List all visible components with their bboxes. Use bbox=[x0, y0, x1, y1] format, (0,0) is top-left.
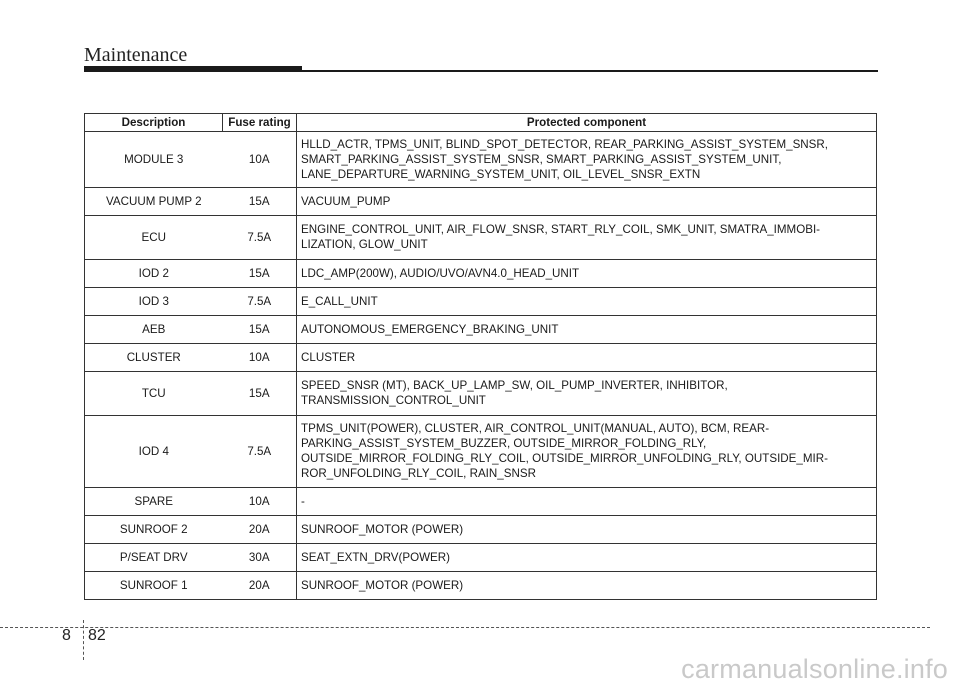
fuse-rating: 20A bbox=[223, 572, 297, 600]
table-row bbox=[85, 216, 877, 260]
protected-component: CLUSTER bbox=[297, 344, 877, 372]
footer-vertical-divider bbox=[83, 620, 84, 660]
fuse-description: IOD 2 bbox=[85, 260, 223, 288]
protected-component: VACUUM_PUMP bbox=[297, 188, 877, 216]
table-row bbox=[85, 260, 877, 288]
fuse-rating: 15A bbox=[223, 372, 297, 416]
protected-component: AUTONOMOUS_EMERGENCY_BRAKING_UNIT bbox=[297, 316, 877, 344]
fuse-rating: 7.5A bbox=[223, 288, 297, 316]
column-header-fuse-rating: Fuse rating bbox=[223, 114, 297, 132]
table-row bbox=[85, 544, 877, 572]
fuse-description: TCU bbox=[85, 372, 223, 416]
fuse-description: ECU bbox=[85, 216, 223, 260]
protected-component: E_CALL_UNIT bbox=[297, 288, 877, 316]
fuse-description: MODULE 3 bbox=[85, 132, 223, 188]
section-number: 8 bbox=[62, 627, 71, 644]
table-row bbox=[85, 344, 877, 372]
fuse-rating: 15A bbox=[223, 188, 297, 216]
protected-component: SUNROOF_MOTOR (POWER) bbox=[297, 516, 877, 544]
column-header-protected-component: Protected component bbox=[297, 114, 877, 132]
fuse-description: VACUUM PUMP 2 bbox=[85, 188, 223, 216]
fuse-rating: 7.5A bbox=[223, 216, 297, 260]
protected-component: HLLD_ACTR, TPMS_UNIT, BLIND_SPOT_DETECTOR, REAR_PARKING_ASSIST_SYSTEM_SNSR, SMART_PARKING_ASSIST_SYSTEM_SNSR, SMART_PARKING_ASSIST_SYSTEM_UNIT, LANE_DEPARTURE_WARNING_SYSTEM_UNIT, OIL_LEVEL_SNSR_EXTN bbox=[297, 132, 877, 188]
fuse-description: CLUSTER bbox=[85, 344, 223, 372]
fuse-rating: 7.5A bbox=[223, 416, 297, 488]
fuse-description: SPARE bbox=[85, 488, 223, 516]
column-header-description: Description bbox=[85, 114, 223, 132]
fuse-description: IOD 4 bbox=[85, 416, 223, 488]
table-row bbox=[85, 416, 877, 488]
protected-component: TPMS_UNIT(POWER), CLUSTER, AIR_CONTROL_UNIT(MANUAL, AUTO), BCM, REAR-PARKING_ASSIST_SYSTEM_BUZZER, OUTSIDE_MIRROR_FOLDING_RLY, OUTSIDE_MIRROR_FOLDING_RLY_COIL, OUTSIDE_MIRROR_UNFOLDING_RLY, OUTSIDE_MIR-ROR_UNFOLDING_RLY_COIL, RAIN_SNSR bbox=[297, 416, 877, 488]
fuse-description: P/SEAT DRV bbox=[85, 544, 223, 572]
table-header-row bbox=[85, 114, 877, 132]
fuse-rating: 10A bbox=[223, 132, 297, 188]
table-row bbox=[85, 288, 877, 316]
fuse-rating: 30A bbox=[223, 544, 297, 572]
protected-component: SUNROOF_MOTOR (POWER) bbox=[297, 572, 877, 600]
table-row bbox=[85, 316, 877, 344]
fuse-description: SUNROOF 2 bbox=[85, 516, 223, 544]
protected-component: SEAT_EXTN_DRV(POWER) bbox=[297, 544, 877, 572]
table-row bbox=[85, 372, 877, 416]
page-title: Maintenance bbox=[84, 44, 188, 66]
table-row bbox=[85, 516, 877, 544]
fuse-description: AEB bbox=[85, 316, 223, 344]
footer-divider bbox=[0, 627, 930, 628]
table-row bbox=[85, 488, 877, 516]
protected-component: - bbox=[297, 488, 877, 516]
fuse-rating: 10A bbox=[223, 488, 297, 516]
header-rule-thin bbox=[302, 70, 878, 72]
fuse-rating: 10A bbox=[223, 344, 297, 372]
header-rule-thick bbox=[84, 66, 302, 72]
table-row bbox=[85, 188, 877, 216]
table-row bbox=[85, 572, 877, 600]
fuse-description: IOD 3 bbox=[85, 288, 223, 316]
protected-component: LDC_AMP(200W), AUDIO/UVO/AVN4.0_HEAD_UNIT bbox=[297, 260, 877, 288]
fuse-rating: 15A bbox=[223, 316, 297, 344]
fuse-description: SUNROOF 1 bbox=[85, 572, 223, 600]
protected-component: SPEED_SNSR (MT), BACK_UP_LAMP_SW, OIL_PUMP_INVERTER, INHIBITOR, TRANSMISSION_CONTROL_UNIT bbox=[297, 372, 877, 416]
fuse-table bbox=[84, 113, 877, 600]
table-row bbox=[85, 132, 877, 188]
protected-component: ENGINE_CONTROL_UNIT, AIR_FLOW_SNSR, START_RLY_COIL, SMK_UNIT, SMATRA_IMMOBI-LIZATION, GLOW_UNIT bbox=[297, 216, 877, 260]
fuse-rating: 15A bbox=[223, 260, 297, 288]
watermark[interactable]: carmanualsonline.info bbox=[681, 654, 948, 684]
fuse-rating: 20A bbox=[223, 516, 297, 544]
page-number: 82 bbox=[88, 627, 106, 644]
